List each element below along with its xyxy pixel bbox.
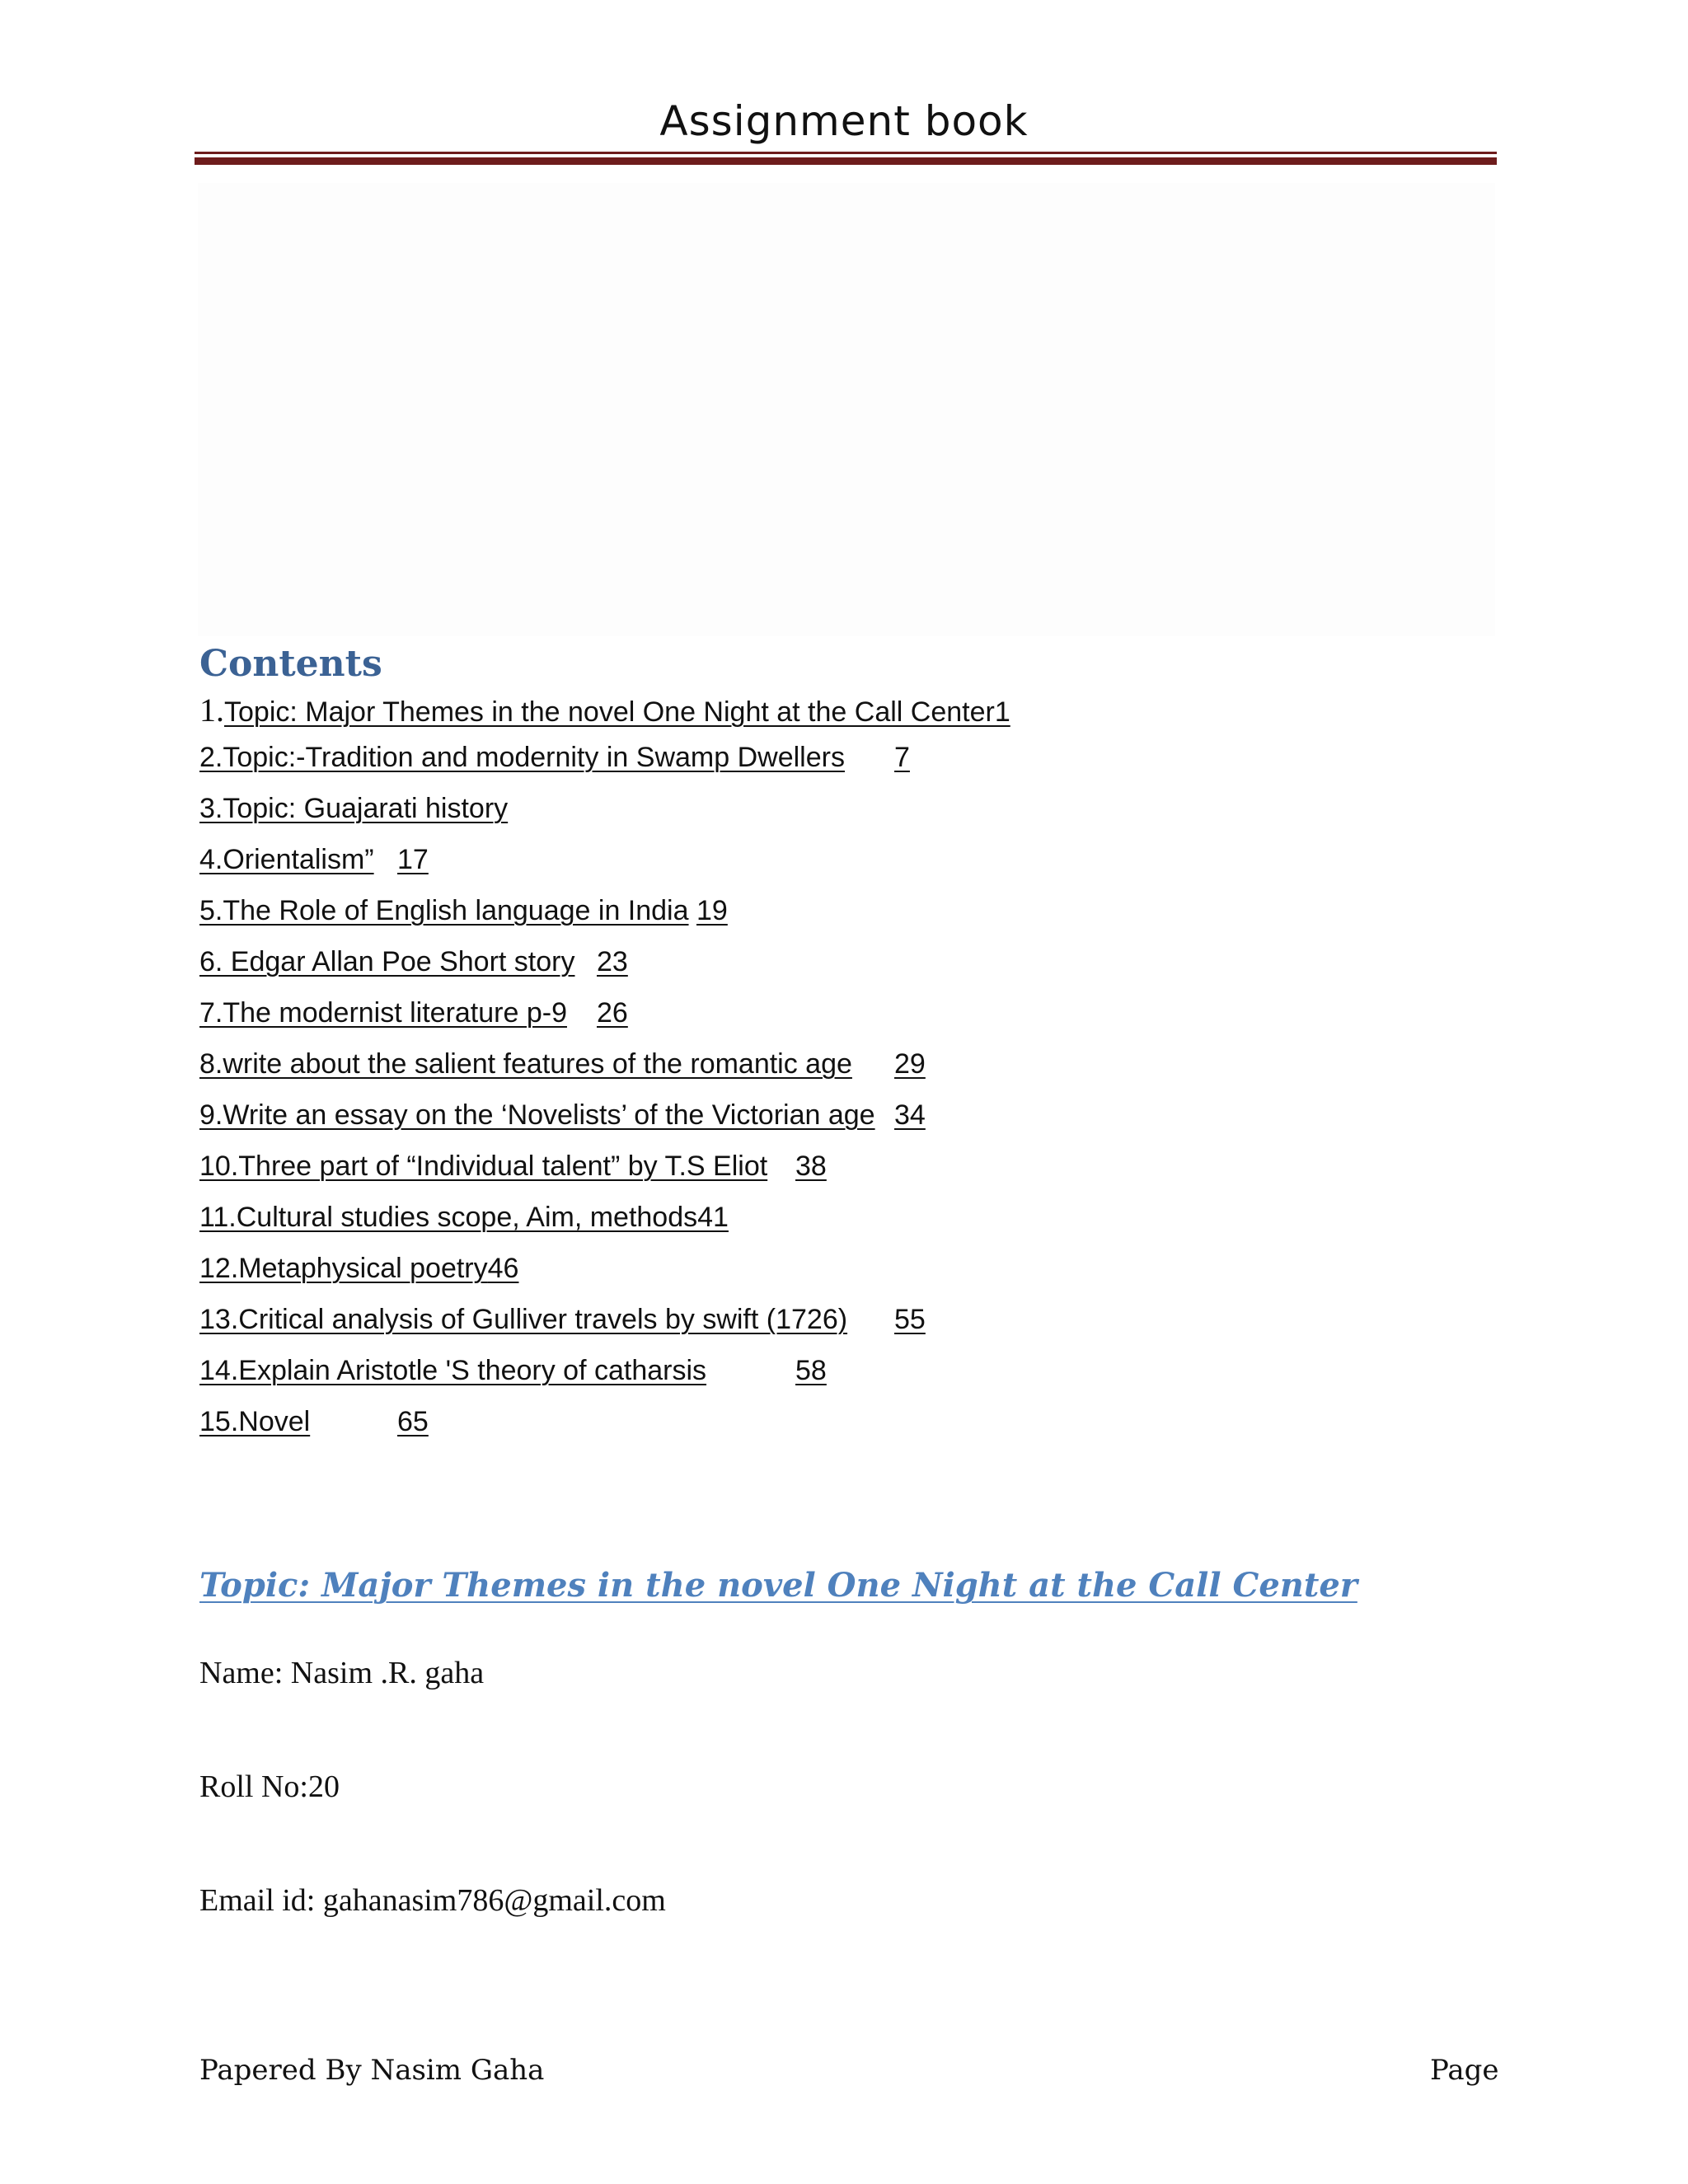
toc-item[interactable] <box>199 1048 1010 1099</box>
toc-item-label[interactable]: 15.Novel <box>199 1406 311 1437</box>
toc-item-page[interactable]: 26 <box>597 997 628 1029</box>
toc-item-page[interactable]: 46 <box>487 1253 519 1284</box>
toc-item-page[interactable]: 65 <box>397 1406 429 1437</box>
toc-item[interactable] <box>199 1304 1010 1355</box>
toc-item-page[interactable]: 34 <box>894 1099 926 1131</box>
toc-item-page[interactable]: 55 <box>894 1304 926 1335</box>
toc-item-page[interactable]: 38 <box>795 1151 827 1182</box>
toc-item-page[interactable]: 17 <box>397 844 429 875</box>
toc-item-label[interactable]: 10.Three part of “Individual talent” by T.S Eliot <box>199 1151 768 1182</box>
toc-item-label[interactable]: 6. Edgar Allan Poe Short story <box>199 946 575 977</box>
toc-item[interactable] <box>199 691 1010 742</box>
table-of-contents <box>199 691 1010 1457</box>
toc-item-label[interactable]: 4.Orientalism” <box>199 844 374 875</box>
toc-item[interactable] <box>199 1202 1010 1253</box>
student-name: Name: Nasim .R. gaha <box>199 1656 485 1690</box>
student-email: Email id: gahanasim786@gmail.com <box>199 1883 666 1918</box>
toc-item-label[interactable]: 9.Write an essay on the ‘Novelists’ of the Victorian age <box>199 1099 875 1131</box>
toc-item-label[interactable]: 12.Metaphysical poetry <box>199 1253 488 1284</box>
toc-item-label[interactable]: 3.Topic: Guajarati history <box>199 793 509 824</box>
header-divider-thin <box>195 152 1497 154</box>
toc-item[interactable] <box>199 1099 1010 1151</box>
contents-heading: Contents <box>199 643 382 685</box>
toc-item[interactable] <box>199 793 1010 844</box>
toc-item-page[interactable]: 19 <box>696 895 728 926</box>
toc-item[interactable] <box>199 844 1010 895</box>
toc-item-label[interactable]: 5.The Role of English language in India <box>199 895 689 926</box>
toc-item-label[interactable]: Topic: Major Themes in the novel One Night at the Call Center1 <box>224 696 1010 728</box>
toc-item-prefix: 1. <box>199 691 224 729</box>
blank-area <box>198 183 1495 636</box>
toc-item-label[interactable]: 14.Explain Aristotle 'S theory of catharsis <box>199 1355 707 1386</box>
toc-item-label[interactable]: 2.Topic:-Tradition and modernity in Swamp Dwellers <box>199 742 845 773</box>
toc-item-page[interactable]: 29 <box>894 1048 926 1080</box>
toc-item[interactable] <box>199 1253 1010 1304</box>
toc-item[interactable] <box>199 895 1010 946</box>
student-roll-number: Roll No:20 <box>199 1769 340 1804</box>
toc-item-page[interactable]: 7 <box>894 742 910 773</box>
toc-item-page[interactable]: 58 <box>795 1355 827 1386</box>
toc-item[interactable] <box>199 946 1010 997</box>
toc-item-label[interactable]: 8.write about the salient features of the romantic age <box>199 1048 852 1080</box>
toc-item[interactable] <box>199 1151 1010 1202</box>
toc-item-label[interactable]: 11.Cultural studies scope, Aim, methods41 <box>199 1202 729 1233</box>
topic-heading: Topic: Major Themes in the novel One Night at the Call Center <box>199 1566 1357 1605</box>
toc-item[interactable] <box>199 742 1010 793</box>
toc-item-page[interactable]: 23 <box>597 946 628 977</box>
footer-page-label: Page <box>1430 2054 1499 2087</box>
footer-author: Papered By Nasim Gaha <box>199 2054 545 2087</box>
header-divider-thick <box>195 157 1497 165</box>
toc-item-label[interactable]: 13.Critical analysis of Gulliver travels by swift (1726) <box>199 1304 848 1335</box>
toc-item[interactable] <box>199 1355 1010 1406</box>
toc-item[interactable] <box>199 997 1010 1048</box>
page-header-title: Assignment book <box>659 97 1029 145</box>
toc-item[interactable] <box>199 1406 1010 1457</box>
toc-item-label[interactable]: 7.The modernist literature p-9 <box>199 997 567 1029</box>
